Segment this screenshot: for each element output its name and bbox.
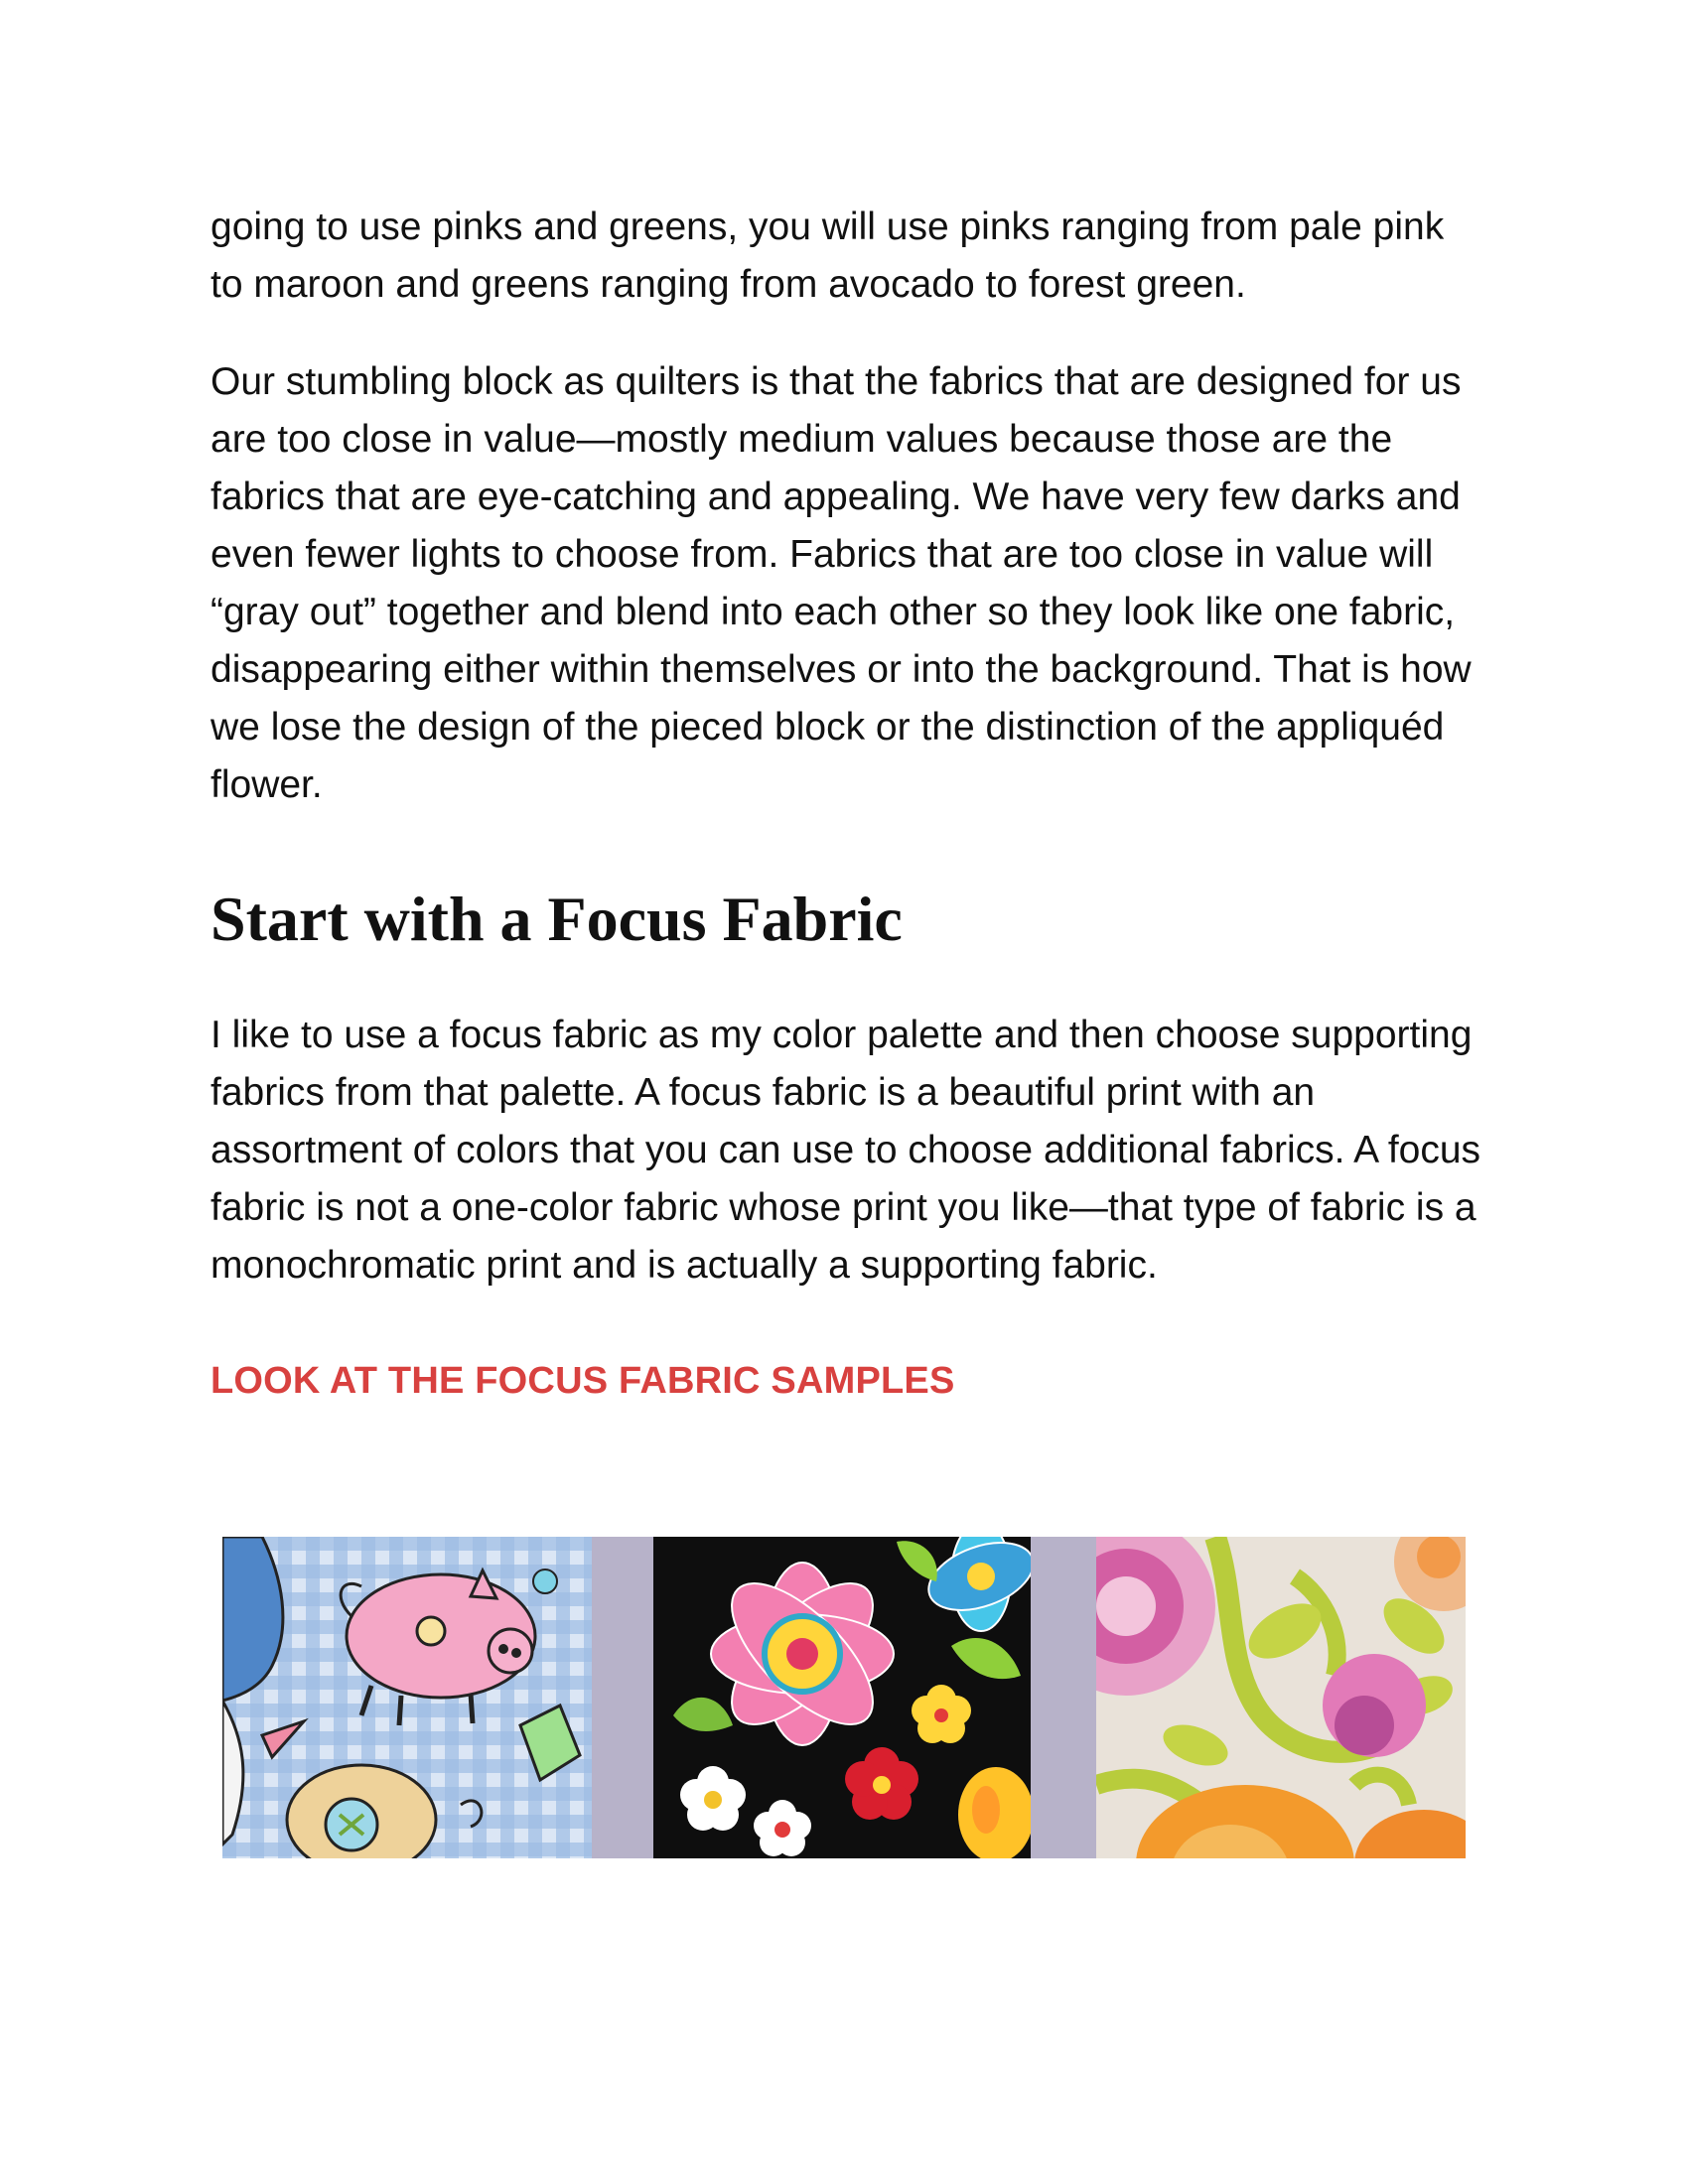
body-paragraph-3: I like to use a focus fabric as my color palette and then choose supporting fabrics from that palette. A focus fabric is a beautiful print with an assortment of colors that you can use to choose additional fabrics. A focus fabric is not a one-color fabric whose print you like—that type of fabric is a monochromatic print and is actually a supporting fabric.	[211, 1014, 1481, 1287]
page-content	[211, 199, 1481, 1404]
body-paragraph-2: Our stumbling block as quilters is that the fabrics that are designed for us are too close in value—mostly medium values because those are the fabrics that are eye-catching and appealing. We have very few darks and even fewer lights to choose from. Fabrics that are too close in value will “gray out” together and blend into each other so they look like one fabric, disappearing either within themselves or into the background. That is how we lose the design of the pieced block or the distinction of the appliquéd flower.	[211, 360, 1472, 806]
stencil-fruit-fabric-icon	[1096, 1537, 1466, 1858]
body-paragraph-1: going to use pinks and greens, you will use pinks ranging from pale pink to maroon and greens ranging from avocado to forest green.	[211, 205, 1445, 306]
black-floral-fabric-icon	[653, 1537, 1031, 1858]
section-heading: Start with a Focus Fabric	[211, 884, 903, 954]
fabric-samples-strip	[222, 1537, 1466, 1858]
subheading: LOOK AT THE FOCUS FABRIC SAMPLES	[211, 1360, 955, 1402]
gingham-pig-fabric-icon	[222, 1537, 592, 1858]
